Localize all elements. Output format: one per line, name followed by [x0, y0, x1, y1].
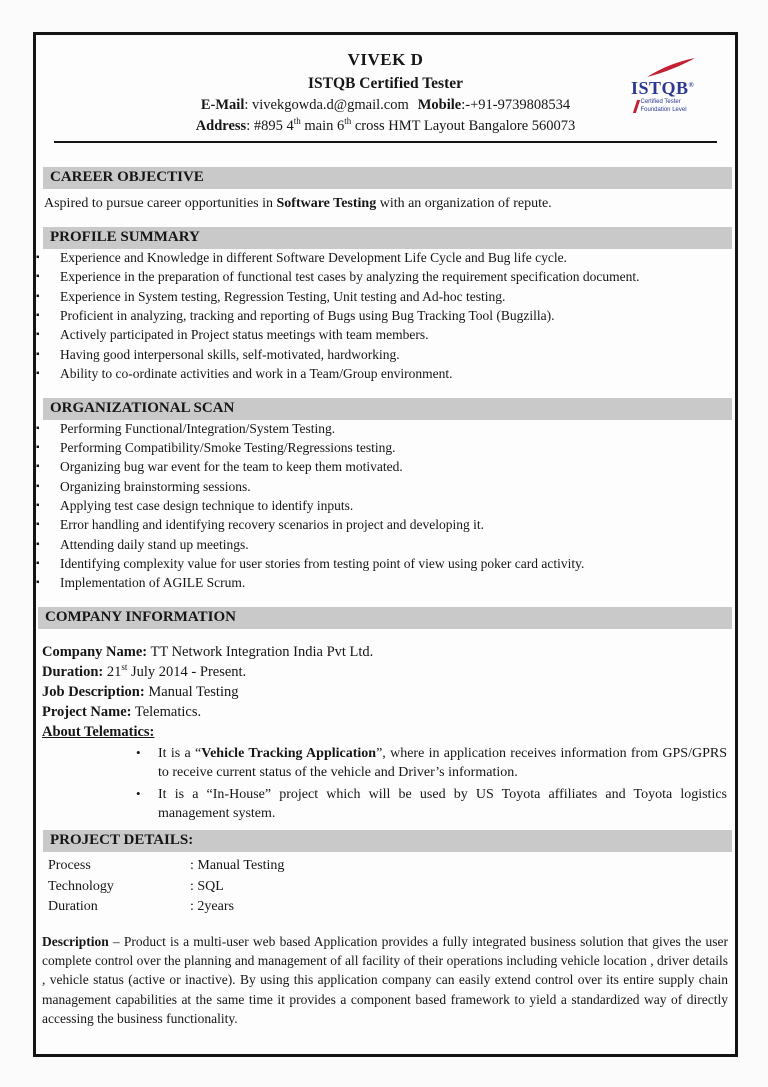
project-detail-label: Technology: [48, 878, 114, 894]
project-detail-value: : SQL: [190, 878, 224, 894]
project-name-label: Project Name:: [42, 704, 132, 720]
company-name-value: TT Network Integration India Pvt Ltd.: [147, 644, 374, 660]
profile-summary-item: ▪ Proficient in analyzing, tracking and reporting of Bugs using Bug Tracking Tool (Bugzilla).: [36, 307, 555, 323]
logo-swoosh-icon: [645, 58, 697, 78]
organizational-scan-item: ▪ Performing Functional/Integration/System Testing.: [36, 420, 336, 436]
email-label: E-Mail: [200, 97, 245, 113]
project-details-table: [48, 856, 725, 917]
organizational-scan-list: [36, 420, 735, 592]
square-bullet-icon: ▪: [36, 442, 40, 453]
profile-summary-item: ▪ Ability to co-ordinate activities and work in a Team/Group environment.: [36, 365, 453, 381]
header: [36, 35, 735, 143]
company-information-block: [42, 642, 725, 742]
address-value: : #895 4th main 6th cross HMT Layout Bangalore 560073: [246, 116, 576, 134]
address-label: Address: [195, 118, 247, 134]
address-line: [36, 118, 735, 135]
profile-summary-item: ▪ Experience in System testing, Regression Testing, Unit testing and Ad-hoc testing.: [36, 288, 506, 304]
organizational-scan-item: ▪ Attending daily stand up meetings.: [36, 536, 249, 552]
dot-bullet-icon: •: [136, 745, 141, 760]
mobile-value: :-+91-9739808534: [461, 97, 571, 113]
organizational-scan-item: ▪ Identifying complexity value for user stories from testing point of view using poker card activity.: [36, 555, 585, 571]
registered-mark: ®: [688, 81, 695, 89]
square-bullet-icon: ▪: [36, 252, 40, 263]
square-bullet-icon: ▪: [36, 329, 40, 341]
about-telematics-row: [42, 722, 725, 742]
logo-subline-2: Foundation Level: [640, 106, 687, 113]
square-bullet-icon: ▪: [36, 290, 40, 302]
project-detail-label: Duration: [48, 898, 98, 914]
project-detail-value: : 2years: [190, 898, 234, 914]
company-information-heading: COMPANY INFORMATION: [38, 607, 732, 629]
profile-summary-item: ▪ Actively participated in Project status meetings with team members.: [36, 327, 429, 343]
project-details-row: [48, 856, 725, 876]
square-bullet-icon: ▪: [36, 367, 40, 379]
logo-subline-1: Certified Tester: [640, 99, 681, 105]
about-telematics-list: [136, 744, 727, 823]
project-detail-label: Process: [48, 858, 91, 874]
logo-brand: ISTQB®: [631, 78, 695, 98]
square-bullet-icon: ▪: [36, 461, 40, 473]
mobile-label: Mobile: [417, 97, 462, 113]
dot-bullet-icon: •: [136, 785, 141, 801]
organizational-scan-item: ▪ Implementation of AGILE Scrum.: [36, 575, 246, 591]
organizational-scan-heading: ORGANIZATIONAL SCAN: [43, 398, 732, 420]
project-name-value: Telematics.: [131, 704, 202, 720]
about-telematics-label: About Telematics:: [42, 724, 155, 740]
square-bullet-icon: ▪: [36, 309, 40, 321]
description-label: Description: [42, 934, 109, 950]
square-bullet-icon: ▪: [36, 557, 40, 569]
logo-slash-icon: [633, 100, 640, 113]
candidate-title: ISTQB Certified Tester: [308, 75, 463, 92]
organizational-scan-item: ▪ Applying test case design technique to identify inputs.: [36, 497, 354, 513]
project-details-heading: PROJECT DETAILS:: [43, 830, 732, 852]
project-description: [42, 932, 728, 1028]
about-telematics-item: • It is a “In-House” project which will be used by US Toyota affiliates and Toyota logistics management system.: [136, 785, 727, 824]
square-bullet-icon: ▪: [36, 348, 40, 360]
career-objective-heading: CAREER OBJECTIVE: [43, 167, 732, 189]
email-value: : vivekgowda.d@gmail.com: [244, 97, 409, 113]
square-bullet-icon: ▪: [36, 271, 40, 283]
project-details-row: [48, 877, 725, 897]
resume-page: [33, 32, 738, 1057]
organizational-scan-item: ▪ Error handling and identifying recovery scenarios in project and developing it.: [36, 517, 484, 533]
project-detail-value: : Manual Testing: [190, 858, 285, 874]
description-text: – Product is a multi-user web based Application provides a fully integrated business solution that gives the user complete control over the planning and management of all facility of their operations including vehicle location , driver details , vehicle status (active or inactive). By using this application company can easily extend control over its entire supply chain management capabilities at the same time it provides a component based framework to yield a standardized way of directly accessing the business functionality.: [42, 934, 728, 1026]
organizational-scan-item: ▪ Performing Compatibility/Smoke Testing/Regressions testing.: [36, 440, 396, 455]
about-telematics-item: • It is a “Vehicle Tracking Application”, where in application receives information from GPS/GPRS to receive current status of the vehicle and Driver’s information.: [136, 744, 727, 783]
candidate-name: VIVEK D: [347, 50, 424, 69]
header-divider: [54, 141, 717, 143]
organizational-scan-item: ▪ Organizing bug war event for the team to keep them motivated.: [36, 459, 403, 475]
duration-label: Duration:: [42, 664, 104, 680]
istqb-logo: [631, 58, 709, 114]
profile-summary-item: ▪ Experience in the preparation of functional test cases by analyzing the requirement specification document.: [36, 269, 640, 285]
square-bullet-icon: ▪: [36, 519, 40, 531]
project-details-row: [48, 897, 725, 917]
profile-summary-item: ▪ Having good interpersonal skills, self-motivated, hardworking.: [36, 346, 400, 362]
square-bullet-icon: ▪: [36, 422, 40, 434]
duration-value: 21st July 2014 - Present.: [103, 662, 247, 680]
career-objective-text: Aspired to pursue career opportunities in Software Testing with an organization of repute.: [44, 196, 552, 211]
organizational-scan-item: ▪ Organizing brainstorming sessions.: [36, 478, 251, 494]
square-bullet-icon: ▪: [36, 499, 40, 511]
company-name-label: Company Name:: [42, 644, 148, 660]
company-name-row: [42, 642, 725, 662]
project-name-row: [42, 702, 725, 722]
profile-summary-item: ▪ Experience and Knowledge in different Software Development Life Cycle and Bug life cycle.: [36, 250, 567, 265]
profile-summary-list: [36, 249, 735, 383]
logo-subtext: [635, 99, 709, 114]
square-bullet-icon: ▪: [36, 480, 40, 492]
job-description-row: [42, 682, 725, 702]
duration-row: [42, 662, 725, 682]
square-bullet-icon: ▪: [36, 577, 40, 589]
job-description-value: Manual Testing: [144, 684, 239, 700]
job-description-label: Job Description:: [42, 684, 145, 700]
square-bullet-icon: ▪: [36, 538, 40, 550]
profile-summary-heading: PROFILE SUMMARY: [43, 227, 732, 249]
